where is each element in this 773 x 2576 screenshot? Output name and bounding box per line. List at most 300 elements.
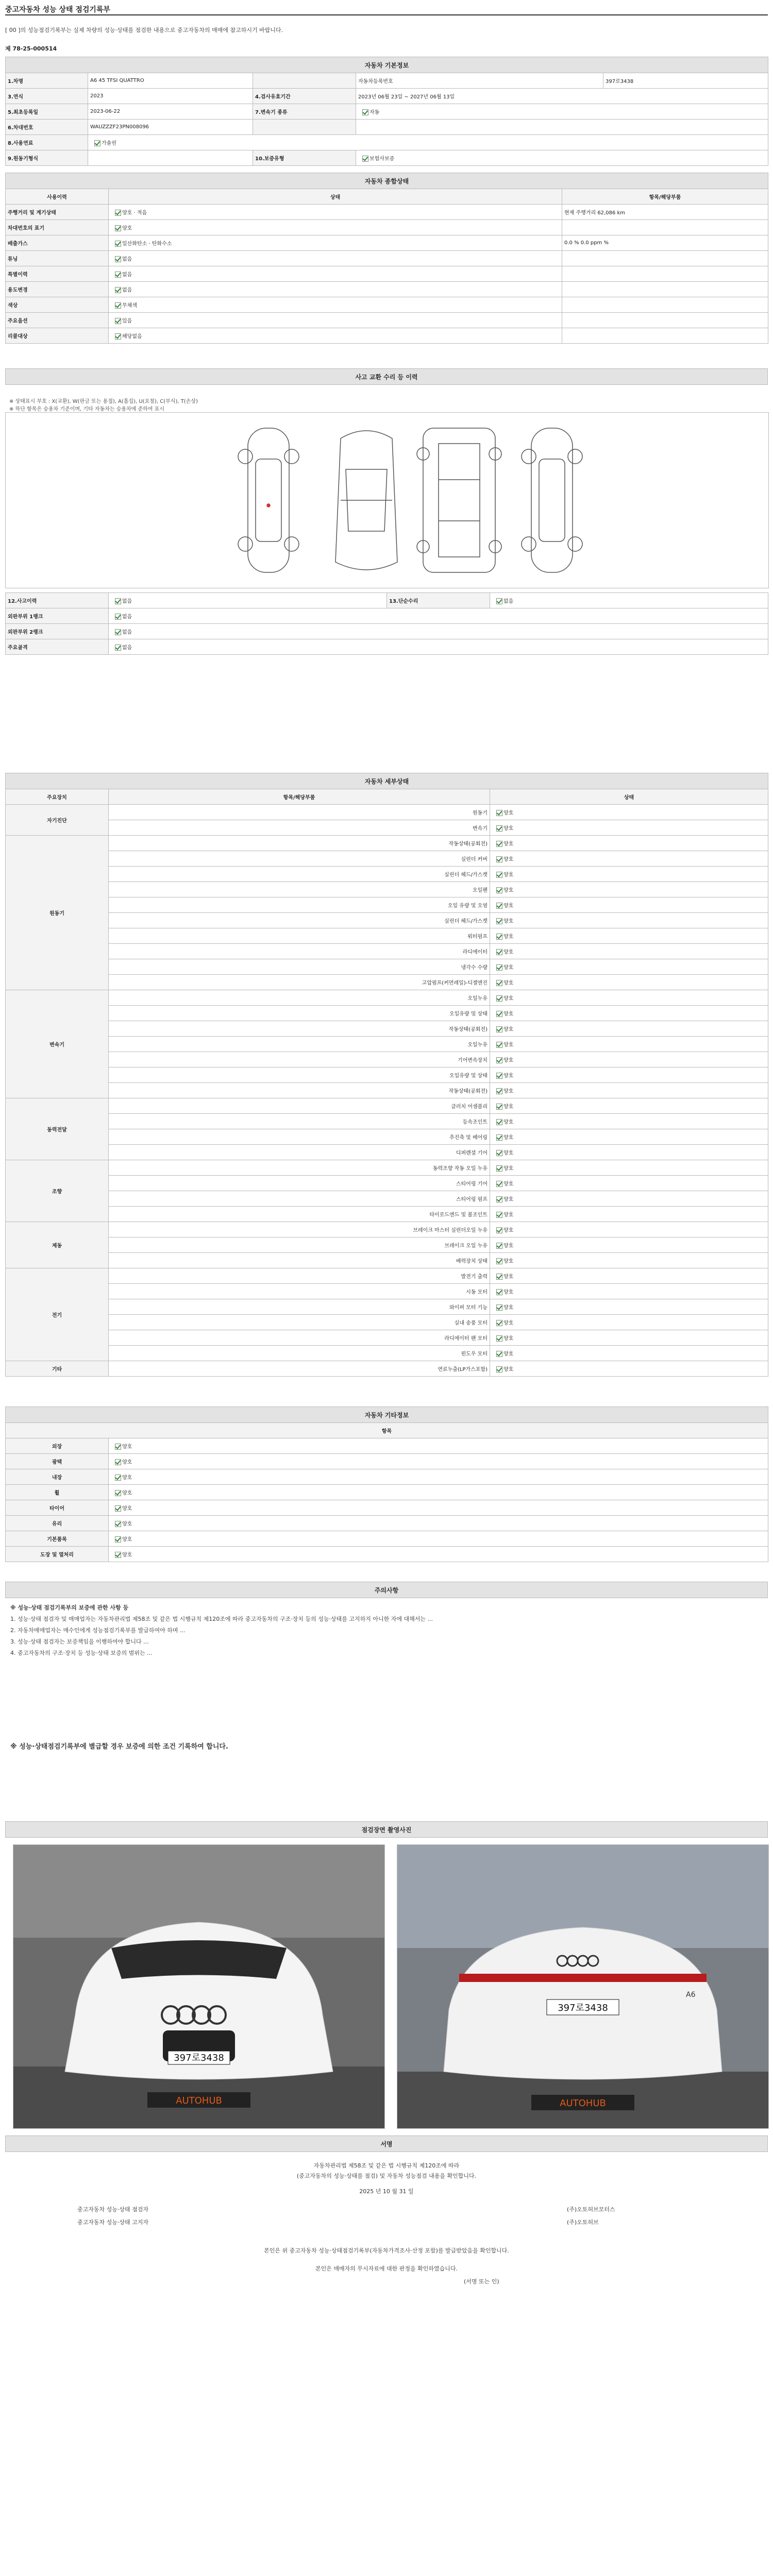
- front-car-photo: [13, 1844, 385, 2129]
- row-label: 주요골격: [6, 639, 109, 655]
- state-cell: [109, 266, 562, 282]
- checkbox-checked-icon: [115, 629, 121, 635]
- detail-state-cell: [490, 1052, 768, 1067]
- checkbox-checked-icon: [115, 225, 121, 231]
- detail-item-label: 디퍼렌셜 기어: [109, 1145, 490, 1160]
- detail-state-cell: [490, 1114, 768, 1129]
- row-label: 주요옵션: [6, 313, 109, 328]
- rear-brand-text: AUTOHUB: [560, 2098, 606, 2109]
- other-item-state: [109, 1438, 768, 1454]
- extra-cell: [562, 313, 768, 328]
- detail-state-cell: [490, 959, 768, 975]
- detail-state-cell: [490, 1238, 768, 1253]
- checkbox-checked-icon: [496, 1366, 502, 1372]
- checkbox-checked-icon: [115, 645, 121, 651]
- state-cell: [109, 297, 562, 313]
- detail-group-label: 조향: [6, 1160, 109, 1222]
- warranty-value: [356, 150, 768, 166]
- detail-state-text: 양호: [503, 1290, 514, 1295]
- checkbox-checked-icon: [115, 1536, 121, 1543]
- extra-cell: [562, 297, 768, 313]
- car-top-icon: [335, 431, 397, 570]
- state-cell: [109, 328, 562, 344]
- row-label: 7.변속기 종류: [253, 104, 356, 120]
- state-text: 양호 · 적음: [122, 210, 147, 216]
- transmission-value: [356, 104, 768, 120]
- checkbox-checked-icon: [496, 1274, 502, 1280]
- detail-state-cell: [490, 1160, 768, 1176]
- notes-heading: ※ 성능·상태 점검기록부의 보증에 관한 사항 등: [10, 1604, 129, 1611]
- docno-label: 제: [5, 45, 11, 52]
- detail-group-label: 전기: [6, 1268, 109, 1361]
- extra-cell: [562, 266, 768, 282]
- detail-state-cell: [490, 836, 768, 851]
- detail-item-label: 스티어링 기어: [109, 1176, 490, 1191]
- row-label: 색상: [6, 297, 109, 313]
- empty-cell: [356, 120, 768, 135]
- basic-info-title: 자동차 기본정보: [6, 57, 768, 73]
- detail-state-text: 양호: [503, 1104, 514, 1110]
- detail-title: 자동차 세부상태: [6, 773, 768, 789]
- checkbox-checked-icon: [496, 903, 502, 909]
- state-cell: [109, 220, 562, 235]
- detail-item-label: 연료누출(LP가스포함): [109, 1361, 490, 1377]
- other-state-text: 양호: [122, 1521, 132, 1527]
- signature-date: 2025 년 10 월 31 일: [359, 2188, 414, 2195]
- detail-item-label: 오일누유: [109, 990, 490, 1006]
- detail-state-text: 양호: [503, 1212, 514, 1218]
- checkbox-checked-icon: [115, 1552, 121, 1558]
- checkbox-checked-icon: [496, 1073, 502, 1079]
- other-item-state: [109, 1547, 768, 1562]
- extra-cell: [562, 251, 768, 266]
- checkbox-checked-icon: [496, 1134, 502, 1141]
- row-label: 배출가스: [6, 235, 109, 251]
- other-item-label: 유리: [6, 1516, 109, 1531]
- checkbox-checked-icon: [496, 872, 502, 878]
- detail-state-cell: [490, 944, 768, 959]
- seller-label: 중고자동차 성능·상태 고지자: [77, 2219, 149, 2226]
- state-text: 없음: [122, 599, 132, 604]
- detail-state-text: 양호: [503, 1336, 514, 1342]
- checkbox-checked-icon: [496, 1227, 502, 1233]
- checkbox-checked-icon: [115, 302, 121, 309]
- legend-line: ※ 하단 항목은 승용차 기준이며, 기타 자동차는 승용차에 준하여 표시: [9, 406, 164, 412]
- row-label: 튜닝: [6, 251, 109, 266]
- checkbox-checked-icon: [496, 841, 502, 847]
- checkbox-checked-icon: [362, 156, 368, 162]
- checkbox-checked-icon: [115, 241, 121, 247]
- other-item-label: 타이어: [6, 1500, 109, 1516]
- col-head: 항목/해당부품: [562, 189, 768, 205]
- detail-item-label: 오일유량 및 상태: [109, 1067, 490, 1083]
- detail-state-text: 양호: [503, 872, 514, 878]
- other-state-text: 양호: [122, 1444, 132, 1450]
- detail-item-label: 냉각수 수량: [109, 959, 490, 975]
- detail-state-text: 양호: [503, 826, 514, 832]
- state-text: 없음: [122, 645, 132, 651]
- legend-line: ※ 상태표시 부호 : X(교환), W(판금 또는 용접), A(흠집), U(요철), C(부식), T(손상): [9, 399, 198, 404]
- state-text: 없음: [122, 257, 132, 262]
- detail-state-cell: [490, 851, 768, 867]
- state-cell: [109, 593, 387, 608]
- row-label: 4.검사유효기간: [253, 89, 356, 104]
- checkbox-checked-icon: [496, 1165, 502, 1172]
- notes-body: [10, 1602, 763, 1753]
- detail-item-label: 등속조인트: [109, 1114, 490, 1129]
- detail-state-cell: [490, 1361, 768, 1377]
- detail-state-text: 양호: [503, 888, 514, 893]
- detail-state-text: 양호: [503, 1166, 514, 1172]
- note-line: 1. 성능·상태 점검자 및 매매업자는 자동차관리법 제58조 및 같은 법 시행규칙 제120조에 따라 중고자동차의 구조·장치 등의 성능·상태를 고지하지 아니한 자에 대해서는 ...: [10, 1616, 433, 1622]
- detail-group-label: 제동: [6, 1222, 109, 1268]
- detail-group-label: 변속기: [6, 990, 109, 1098]
- other-item-label: 광택: [6, 1454, 109, 1469]
- document-title: 중고자동차 성능 상태 점검기록부: [5, 6, 110, 14]
- accident-table: [5, 592, 768, 655]
- detail-state-cell: [490, 1021, 768, 1037]
- note-line: 4. 중고자동차의 구조·장치 등 성능·상태 보증의 범위는 ...: [10, 1650, 153, 1656]
- detail-item-label: 라디에이터 팬 모터: [109, 1330, 490, 1346]
- checkbox-checked-icon: [496, 918, 502, 924]
- detail-state-cell: [490, 1098, 768, 1114]
- detail-state-cell: [490, 867, 768, 882]
- diagram-legend: [9, 397, 198, 412]
- detail-state-cell: [490, 1067, 768, 1083]
- extra-cell: [562, 282, 768, 297]
- other-item-state: [109, 1485, 768, 1500]
- row-label: 차대번호의 표기: [6, 220, 109, 235]
- detail-item-label: 타이로드엔드 및 볼조인트: [109, 1207, 490, 1222]
- row-label: 6.차대번호: [6, 120, 88, 135]
- reg-no-value: 397로3438: [603, 73, 768, 89]
- detail-item-label: 발전기 출력: [109, 1268, 490, 1284]
- detail-state-cell: [490, 1145, 768, 1160]
- other-item-state: [109, 1516, 768, 1531]
- receiver-line: 본인은 매매자의 무시자료에 대한 판정을 확인하였습니다.: [315, 2265, 458, 2272]
- detail-state-cell: [490, 1129, 768, 1145]
- notes-footer: ※ 성능·상태점검기록부에 별급할 경우 보증에 의한 조건 기록하여 합니다.: [10, 1743, 228, 1751]
- signature-line: (중고자동차의 성능·상태를 점검) 및 자동차 성능점검 내용을 확인합니다.: [296, 2173, 477, 2179]
- checkbox-checked-icon: [115, 256, 121, 262]
- row-label: 3.연식: [6, 89, 88, 104]
- detail-state-text: 양호: [503, 1011, 514, 1017]
- detail-group-label: 기타: [6, 1361, 109, 1377]
- other-state-text: 양호: [122, 1537, 132, 1543]
- detail-item-label: 실린더 커버: [109, 851, 490, 867]
- warranty-text: 보험사보증: [369, 156, 395, 162]
- checkbox-checked-icon: [496, 995, 502, 1002]
- detail-state-text: 양호: [503, 1274, 514, 1280]
- checkbox-checked-icon: [496, 949, 502, 955]
- detail-item-label: 원동기: [109, 805, 490, 820]
- detail-state-text: 양호: [503, 934, 514, 940]
- detail-item-label: 기어변속장치: [109, 1052, 490, 1067]
- year-value: 2023: [88, 89, 253, 104]
- detail-item-label: 실린더 헤드/가스켓: [109, 913, 490, 928]
- checkbox-checked-icon: [115, 1459, 121, 1465]
- seller-name: (주)오토허브: [567, 2219, 599, 2226]
- detail-state-text: 양호: [503, 1197, 514, 1202]
- checkbox-checked-icon: [496, 1119, 502, 1125]
- fuel-text: 가솔린: [102, 141, 116, 146]
- detail-state-cell: [490, 913, 768, 928]
- detail-item-label: 오일팬: [109, 882, 490, 897]
- checkbox-checked-icon: [496, 598, 502, 604]
- photos-title: 점검장면 촬영사진: [6, 1822, 768, 1838]
- checkbox-checked-icon: [362, 109, 368, 115]
- detail-state-cell: [490, 805, 768, 820]
- checkbox-checked-icon: [496, 856, 502, 862]
- row-label: 외판부위 2랭크: [6, 624, 109, 639]
- other-title: 자동차 기타정보: [6, 1407, 768, 1423]
- checkbox-checked-icon: [115, 210, 121, 216]
- detail-state-cell: [490, 882, 768, 897]
- reg-no-label: 자동차등록번호: [356, 73, 603, 89]
- detail-state-text: 양호: [503, 1259, 514, 1264]
- checkbox-checked-icon: [115, 318, 121, 324]
- checkbox-checked-icon: [115, 333, 121, 340]
- checkbox-checked-icon: [496, 1088, 502, 1094]
- checkbox-checked-icon: [496, 1320, 502, 1326]
- state-cell: [109, 313, 562, 328]
- detail-state-text: 양호: [503, 1367, 514, 1372]
- detail-item-label: 작동상태(공회전): [109, 1021, 490, 1037]
- detail-state-text: 양호: [503, 1228, 514, 1233]
- state-cell: [109, 639, 768, 655]
- detail-state-cell: [490, 928, 768, 944]
- other-item-state: [109, 1454, 768, 1469]
- detail-state-text: 양호: [503, 810, 514, 816]
- state-cell: [109, 282, 562, 297]
- emission-value: 0.0 % 0.0 ppm %: [562, 235, 768, 251]
- detail-item-label: 실내 송풍 모터: [109, 1315, 490, 1330]
- state-cell: [490, 593, 768, 608]
- other-table: [5, 1406, 768, 1562]
- detail-state-text: 양호: [503, 1320, 514, 1326]
- detail-state-text: 양호: [503, 950, 514, 955]
- col-head: 항목/해당부품: [109, 789, 490, 805]
- checkbox-checked-icon: [115, 287, 121, 293]
- detail-state-cell: [490, 1299, 768, 1315]
- extra-cell: [562, 328, 768, 344]
- checkbox-checked-icon: [94, 140, 100, 146]
- detail-group-label: 동력전달: [6, 1098, 109, 1160]
- car-frame-icon: [417, 428, 501, 572]
- row-label: [253, 120, 356, 135]
- detail-state-cell: [490, 897, 768, 913]
- detail-state-cell: [490, 975, 768, 990]
- detail-state-text: 양호: [503, 857, 514, 862]
- detail-state-text: 양호: [503, 980, 514, 986]
- car-right-side-icon: [522, 428, 582, 572]
- row-label: 10.보증유형: [253, 150, 356, 166]
- other-item-label: 도장 및 열처리: [6, 1547, 109, 1562]
- car-diagram: [5, 412, 769, 588]
- detail-item-label: 작동상태(공회전): [109, 1083, 490, 1098]
- detail-group-label: 원동기: [6, 836, 109, 990]
- front-plate-text: 397로3438: [174, 2053, 224, 2063]
- state-text: 무채색: [122, 303, 137, 309]
- checkbox-checked-icon: [496, 1304, 502, 1311]
- checkbox-checked-icon: [496, 1258, 502, 1264]
- signature-line: 자동차관리법 제58조 및 같은 법 시행규칙 제120조에 따라: [313, 2162, 460, 2169]
- detail-item-label: 와이퍼 모터 기능: [109, 1299, 490, 1315]
- detail-state-cell: [490, 1222, 768, 1238]
- detail-state-text: 양호: [503, 1058, 514, 1063]
- state-text: 없음: [122, 287, 132, 293]
- document-number: [5, 44, 57, 53]
- detail-state-text: 양호: [503, 1351, 514, 1357]
- vin-value: WAUZZZF23PN008096: [88, 120, 253, 135]
- detail-item-label: 배력장치 상태: [109, 1253, 490, 1268]
- signature-title: 서명: [6, 2136, 768, 2152]
- checkbox-checked-icon: [496, 1104, 502, 1110]
- detail-state-cell: [490, 820, 768, 836]
- detail-item-label: 오일 유량 및 오염: [109, 897, 490, 913]
- detail-state-text: 양호: [503, 1243, 514, 1249]
- docno-value: 78-25-000514: [12, 45, 57, 52]
- detail-item-label: 오일누유: [109, 1037, 490, 1052]
- receiver-line: 본인은 위 중고자동차 성능·상태점검기록부(자동차가격조사·산정 포함)를 발급받았음을 확인합니다.: [264, 2247, 509, 2254]
- detail-item-label: 라디에이터: [109, 944, 490, 959]
- mileage-value: 현재 주행거리 62,086 km: [562, 205, 768, 220]
- photos-header-table: [5, 1821, 768, 1838]
- detail-state-cell: [490, 1207, 768, 1222]
- rear-badge-text: A6: [686, 1991, 696, 1999]
- state-cell: [109, 608, 768, 624]
- checkbox-checked-icon: [496, 1011, 502, 1017]
- detail-item-label: 변속기: [109, 820, 490, 836]
- detail-state-text: 양호: [503, 1305, 514, 1311]
- row-label: 1.차명: [6, 73, 88, 89]
- checkbox-checked-icon: [496, 810, 502, 816]
- notice-text: [ 00 ]의 성능점검기록부는 실제 차량의 성능·상태를 점검한 내용으로 중고자동차의 매매에 참고하시기 바랍니다.: [5, 27, 283, 33]
- car-diagram-svg: [6, 413, 768, 588]
- checkbox-checked-icon: [496, 1351, 502, 1357]
- detail-item-label: 고압펌프(커먼레일)-디젤엔진: [109, 975, 490, 990]
- state-text: 있음: [122, 318, 132, 324]
- detail-state-cell: [490, 1176, 768, 1191]
- extra-cell: [562, 220, 768, 235]
- front-brand-text: AUTOHUB: [176, 2095, 222, 2106]
- other-item-state: [109, 1531, 768, 1547]
- diagram-title: 사고 교환 수리 등 이력: [6, 369, 768, 385]
- rear-plate-text: 397로3438: [558, 2003, 608, 2013]
- detail-item-label: 클러치 어셈블리: [109, 1098, 490, 1114]
- row-label: 리콜대상: [6, 328, 109, 344]
- col-head: 상태: [109, 189, 562, 205]
- first-reg-value: 2023-06-22: [88, 104, 253, 120]
- checkbox-checked-icon: [496, 980, 502, 986]
- state-text: 양호: [122, 226, 132, 231]
- detail-state-cell: [490, 1346, 768, 1361]
- checkbox-checked-icon: [496, 964, 502, 971]
- checkbox-checked-icon: [496, 1243, 502, 1249]
- checkbox-checked-icon: [496, 1289, 502, 1295]
- checkbox-checked-icon: [115, 614, 121, 620]
- col-head: 사용이력: [6, 189, 109, 205]
- row-label: 13.단순수리: [387, 593, 490, 608]
- detail-state-text: 양호: [503, 919, 514, 924]
- row-label: 외판부위 1랭크: [6, 608, 109, 624]
- detail-item-label: 추진축 및 베어링: [109, 1129, 490, 1145]
- other-state-text: 양호: [122, 1490, 132, 1496]
- detail-item-label: 스티어링 펌프: [109, 1191, 490, 1207]
- detail-item-label: 브레이크 오일 누유: [109, 1238, 490, 1253]
- title-divider: [5, 14, 768, 15]
- other-state-text: 양호: [122, 1506, 132, 1512]
- checkbox-checked-icon: [115, 1475, 121, 1481]
- detail-state-text: 양호: [503, 996, 514, 1002]
- transmission-text: 자동: [369, 110, 380, 115]
- detail-item-label: 시동 모터: [109, 1284, 490, 1299]
- notes-header-table: [5, 1582, 768, 1598]
- state-text: 해당없음: [122, 334, 142, 340]
- state-text: 없음: [503, 599, 514, 604]
- col-head: 상태: [490, 789, 768, 805]
- state-text: 없음: [122, 614, 132, 620]
- checkbox-checked-icon: [496, 887, 502, 893]
- detail-state-text: 양호: [503, 1150, 514, 1156]
- detail-state-cell: [490, 1253, 768, 1268]
- checkbox-checked-icon: [115, 1521, 121, 1527]
- checkbox-checked-icon: [496, 1212, 502, 1218]
- fuel-value: [88, 135, 768, 150]
- col-head: 주요장치: [6, 789, 109, 805]
- checkbox-checked-icon: [115, 1490, 121, 1496]
- diagram-header-table: [5, 368, 768, 385]
- detail-item-label: 동력조향 작동 오일 누유: [109, 1160, 490, 1176]
- checkbox-checked-icon: [496, 1196, 502, 1202]
- engine-type-value: [88, 150, 253, 166]
- row-label: 주행거리 및 계기상태: [6, 205, 109, 220]
- checkbox-checked-icon: [496, 1181, 502, 1187]
- checkbox-checked-icon: [496, 1042, 502, 1048]
- detail-state-text: 양호: [503, 1089, 514, 1094]
- detail-item-label: 오일유량 및 상태: [109, 1006, 490, 1021]
- checkbox-checked-icon: [115, 598, 121, 604]
- overview-title: 자동차 종합상태: [6, 173, 768, 189]
- state-cell: [109, 235, 562, 251]
- detail-state-cell: [490, 1006, 768, 1021]
- row-label: 용도변경: [6, 282, 109, 297]
- detail-group-label: 자기진단: [6, 805, 109, 836]
- row-label: 8.사용연료: [6, 135, 88, 150]
- receiver-sign: (서명 또는 인): [464, 2278, 499, 2285]
- detail-state-cell: [490, 1268, 768, 1284]
- detail-table: [5, 773, 768, 1377]
- detail-state-cell: [490, 1037, 768, 1052]
- checkbox-checked-icon: [115, 1444, 121, 1450]
- note-line: 3. 성능·상태 점검자는 보증책임을 이행하여야 합니다 ...: [10, 1638, 149, 1645]
- other-item-state: [109, 1469, 768, 1485]
- checkbox-checked-icon: [496, 1335, 502, 1342]
- other-item-label: 기본품목: [6, 1531, 109, 1547]
- detail-state-cell: [490, 990, 768, 1006]
- col-head: 항목: [6, 1423, 768, 1438]
- other-item-label: 휠: [6, 1485, 109, 1500]
- car-left-side-icon: [238, 428, 299, 572]
- inspection-period-value: 2023년 06월 23일 ~ 2027년 06월 13일: [356, 89, 768, 104]
- detail-state-text: 양호: [503, 1027, 514, 1032]
- detail-state-text: 양호: [503, 1073, 514, 1079]
- row-label: 5.최초등록일: [6, 104, 88, 120]
- detail-item-label: 워터펌프: [109, 928, 490, 944]
- signature-header-table: [5, 2136, 768, 2152]
- checkbox-checked-icon: [496, 1026, 502, 1032]
- other-item-state: [109, 1500, 768, 1516]
